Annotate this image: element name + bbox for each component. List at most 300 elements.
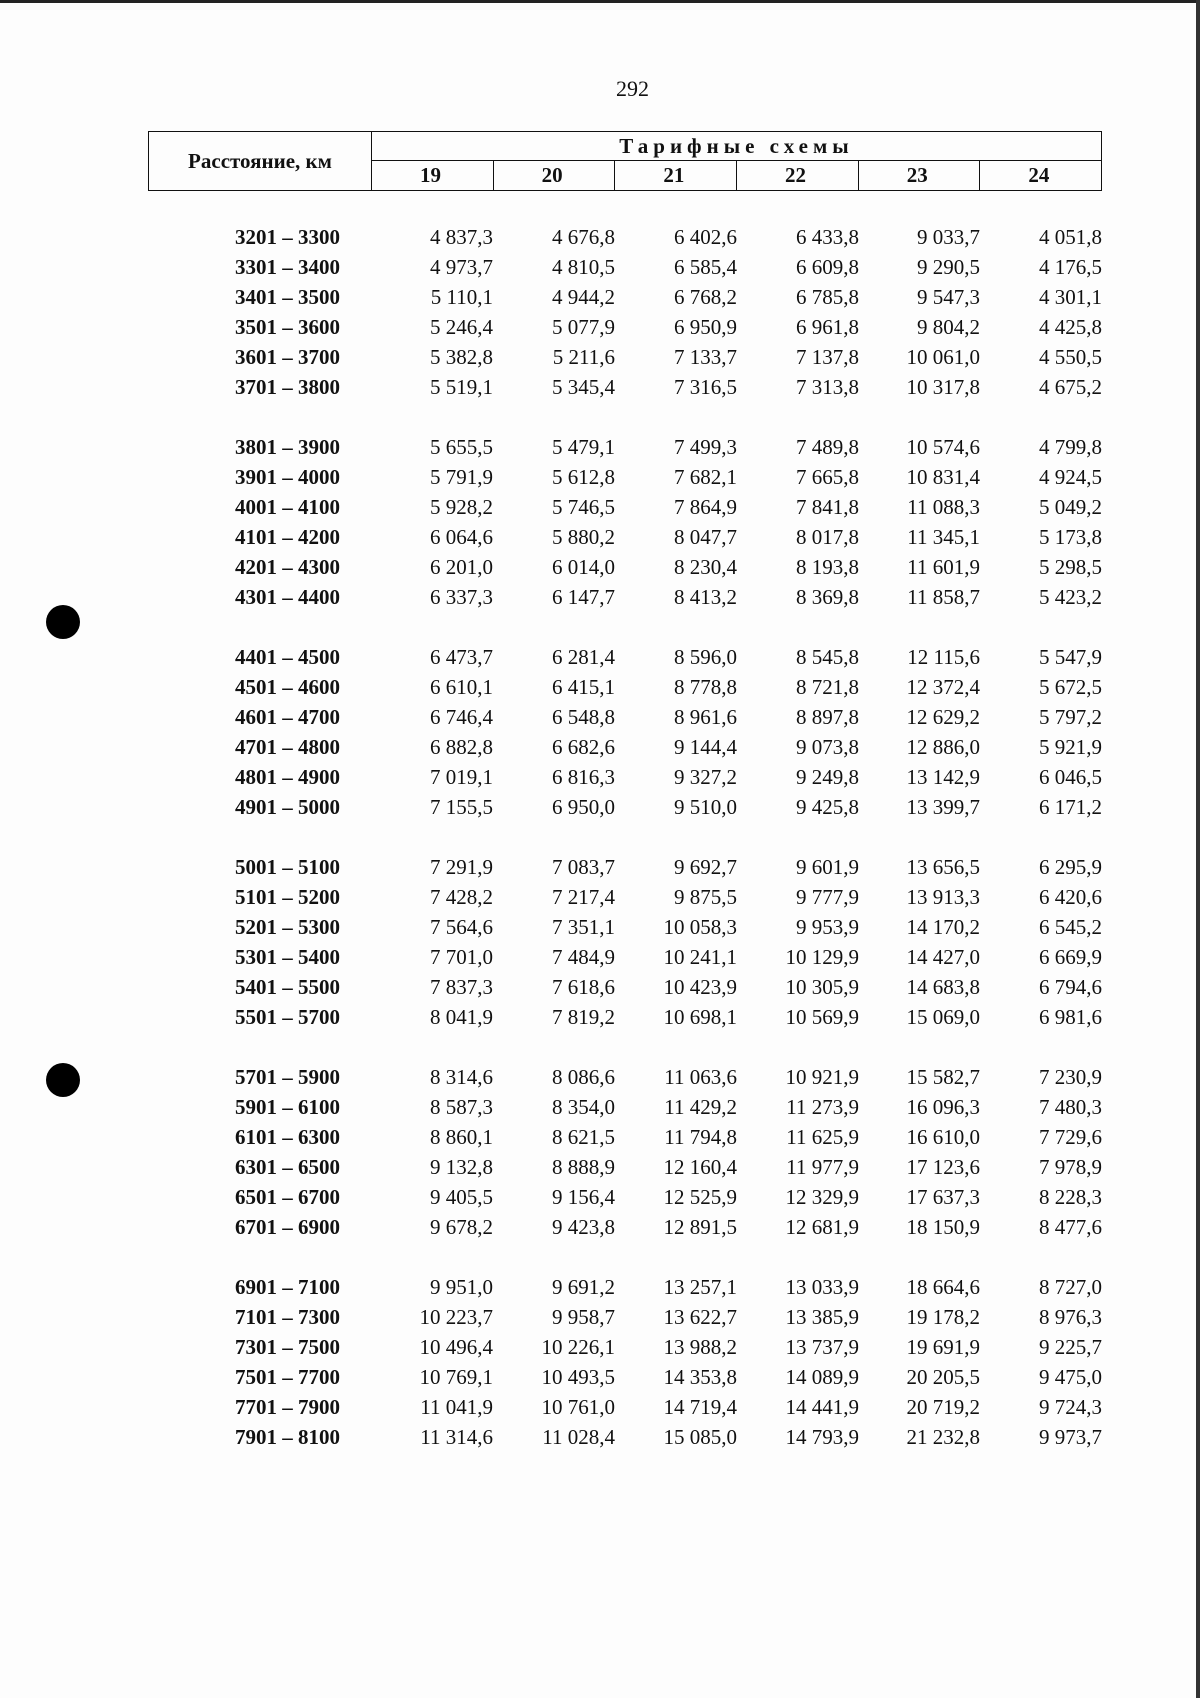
tariff-value: 7 316,5: [674, 375, 737, 399]
tariff-value: 10 831,4: [906, 465, 980, 489]
table-row: [0, 312, 1200, 342]
tariff-value: 9 804,2: [917, 315, 980, 339]
tariff-value: 19 691,9: [906, 1335, 980, 1359]
tariff-value: 4 550,5: [1039, 345, 1102, 369]
table-row: [0, 912, 1200, 942]
tariff-value: 5 049,2: [1039, 495, 1102, 519]
distance-range: 4101 – 4200: [235, 525, 340, 549]
tariff-value: 7 837,3: [430, 975, 493, 999]
tariff-value: 6 794,6: [1039, 975, 1102, 999]
distance-range: 4201 – 4300: [235, 555, 340, 579]
tariff-value: 7 841,8: [796, 495, 859, 519]
tariff-value: 11 977,9: [786, 1155, 859, 1179]
distance-range: 5701 – 5900: [235, 1065, 340, 1089]
tariff-value: 9 953,9: [796, 915, 859, 939]
table-row: [0, 942, 1200, 972]
tariff-value: 6 014,0: [552, 555, 615, 579]
tariff-value: 5 547,9: [1039, 645, 1102, 669]
tariff-value: 10 921,9: [785, 1065, 859, 1089]
tariff-value: 4 425,8: [1039, 315, 1102, 339]
table-row: [0, 1122, 1200, 1152]
tariff-value: 9 475,0: [1039, 1365, 1102, 1389]
tariff-value: 10 423,9: [663, 975, 737, 999]
tariff-value: 10 698,1: [663, 1005, 737, 1029]
table-row: [0, 372, 1200, 402]
tariff-value: 6 746,4: [430, 705, 493, 729]
scheme-column-header: 19: [372, 161, 494, 190]
tariff-value: 4 301,1: [1039, 285, 1102, 309]
tariff-value: 7 019,1: [430, 765, 493, 789]
distance-range: 3801 – 3900: [235, 435, 340, 459]
tariff-value: 6 201,0: [430, 555, 493, 579]
table-row: [0, 1332, 1200, 1362]
tariff-value: 12 886,0: [906, 735, 980, 759]
tariff-value: 9 073,8: [796, 735, 859, 759]
tariff-value: 9 973,7: [1039, 1425, 1102, 1449]
tariff-value: 6 882,8: [430, 735, 493, 759]
distance-range: 4501 – 4600: [235, 675, 340, 699]
table-row: [0, 1392, 1200, 1422]
tariff-value: 9 249,8: [796, 765, 859, 789]
tariff-value: 6 961,8: [796, 315, 859, 339]
tariff-value: 8 354,0: [552, 1095, 615, 1119]
tariff-value: 6 337,3: [430, 585, 493, 609]
tariff-value: 14 089,9: [785, 1365, 859, 1389]
tariff-value: 5 077,9: [552, 315, 615, 339]
tariff-value: 12 160,4: [663, 1155, 737, 1179]
distance-range: 4901 – 5000: [235, 795, 340, 819]
page-number: 292: [616, 76, 649, 101]
table-row: [0, 282, 1200, 312]
tariff-value: 8 778,8: [674, 675, 737, 699]
tariff-value: 8 721,8: [796, 675, 859, 699]
tariff-value: 12 891,5: [663, 1215, 737, 1239]
table-row: [0, 492, 1200, 522]
table-row: [0, 522, 1200, 552]
tariff-value: 8 047,7: [674, 525, 737, 549]
tariff-value: 13 033,9: [785, 1275, 859, 1299]
distance-range: 5401 – 5500: [235, 975, 340, 999]
tariff-value: 9 225,7: [1039, 1335, 1102, 1359]
distance-range: 5501 – 5700: [235, 1005, 340, 1029]
distance-range: 7701 – 7900: [235, 1395, 340, 1419]
distance-range: 7501 – 7700: [235, 1365, 340, 1389]
tariff-value: 7 564,6: [430, 915, 493, 939]
tariff-value: 4 675,2: [1039, 375, 1102, 399]
tariff-value: 8 976,3: [1039, 1305, 1102, 1329]
tariff-value: 4 176,5: [1039, 255, 1102, 279]
distance-range: 3401 – 3500: [235, 285, 340, 309]
tariff-value: 8 314,6: [430, 1065, 493, 1089]
distance-range: 5201 – 5300: [235, 915, 340, 939]
tariff-value: 4 799,8: [1039, 435, 1102, 459]
tariff-value: 20 205,5: [906, 1365, 980, 1389]
tariff-value: 13 988,2: [663, 1335, 737, 1359]
tariff-value: 5 298,5: [1039, 555, 1102, 579]
tariff-value: 11 429,2: [664, 1095, 737, 1119]
tariff-value: 16 610,0: [906, 1125, 980, 1149]
tariff-value: 11 794,8: [664, 1125, 737, 1149]
tariff-value: 7 133,7: [674, 345, 737, 369]
tariff-value: 9 958,7: [552, 1305, 615, 1329]
tariff-value: 5 880,2: [552, 525, 615, 549]
tariff-value: 12 525,9: [663, 1185, 737, 1209]
tariff-value: 10 305,9: [785, 975, 859, 999]
tariff-value: 6 950,0: [552, 795, 615, 819]
tariff-value: 11 601,9: [907, 555, 980, 579]
distance-range: 4801 – 4900: [235, 765, 340, 789]
distance-range: 4301 – 4400: [235, 585, 340, 609]
tariff-value: 7 701,0: [430, 945, 493, 969]
tariff-value: 10 061,0: [906, 345, 980, 369]
tariff-value: 17 123,6: [906, 1155, 980, 1179]
tariff-value: 4 051,8: [1039, 225, 1102, 249]
tariff-value: 6 171,2: [1039, 795, 1102, 819]
tariff-value: 8 897,8: [796, 705, 859, 729]
table-row: [0, 732, 1200, 762]
table-row: [0, 972, 1200, 1002]
tariff-value: 16 096,3: [906, 1095, 980, 1119]
tariff-value: 8 596,0: [674, 645, 737, 669]
tariff-value: 9 777,9: [796, 885, 859, 909]
scheme-column-header: 22: [737, 161, 859, 190]
tariff-value: 5 479,1: [552, 435, 615, 459]
tariff-value: 11 314,6: [420, 1425, 493, 1449]
tariff-value: 6 046,5: [1039, 765, 1102, 789]
tariff-value: 7 729,6: [1039, 1125, 1102, 1149]
tariff-value: 10 223,7: [419, 1305, 493, 1329]
tariff-value: 6 147,7: [552, 585, 615, 609]
table-row: [0, 882, 1200, 912]
tariff-value: 7 682,1: [674, 465, 737, 489]
tariff-value: 10 493,5: [541, 1365, 615, 1389]
distance-range: 7101 – 7300: [235, 1305, 340, 1329]
distance-range: 4001 – 4100: [235, 495, 340, 519]
tariff-value: 9 405,5: [430, 1185, 493, 1209]
table-row: [0, 1092, 1200, 1122]
tariff-value: 7 864,9: [674, 495, 737, 519]
tariff-value: 5 110,1: [430, 285, 493, 309]
tariff-value: 8 961,6: [674, 705, 737, 729]
distance-range: 5001 – 5100: [235, 855, 340, 879]
distance-range: 3701 – 3800: [235, 375, 340, 399]
distance-range: 6101 – 6300: [235, 1125, 340, 1149]
tariff-value: 10 574,6: [906, 435, 980, 459]
tariff-value: 6 785,8: [796, 285, 859, 309]
tariff-value: 18 664,6: [906, 1275, 980, 1299]
tariff-value: 14 427,0: [906, 945, 980, 969]
tariff-value: 7 428,2: [430, 885, 493, 909]
tariff-value: 8 369,8: [796, 585, 859, 609]
scan-edge-top: [0, 0, 1200, 3]
distance-range: 5301 – 5400: [235, 945, 340, 969]
tariff-value: 8 230,4: [674, 555, 737, 579]
table-row: [0, 432, 1200, 462]
tariff-value: 8 017,8: [796, 525, 859, 549]
tariff-value: 9 678,2: [430, 1215, 493, 1239]
tariff-value: 13 656,5: [906, 855, 980, 879]
tariff-value: 6 415,1: [552, 675, 615, 699]
tariff-value: 6 295,9: [1039, 855, 1102, 879]
scheme-column-header: 24: [1028, 163, 1050, 187]
tariff-value: 6 609,8: [796, 255, 859, 279]
tariff-value: 5 246,4: [430, 315, 493, 339]
tariff-value: 9 156,4: [552, 1185, 615, 1209]
tariff-schemes-header: Тарифные схемы: [372, 132, 1101, 161]
tariff-value: 15 582,7: [906, 1065, 980, 1089]
tariff-value: 11 625,9: [786, 1125, 859, 1149]
tariff-value: 9 951,0: [430, 1275, 493, 1299]
tariff-value: 9 547,3: [917, 285, 980, 309]
tariff-value: 6 682,6: [552, 735, 615, 759]
tariff-value: 14 170,2: [906, 915, 980, 939]
tariff-value: 4 810,5: [552, 255, 615, 279]
distance-range: 4701 – 4800: [235, 735, 340, 759]
tariff-value: 6 981,6: [1039, 1005, 1102, 1029]
tariff-value: 9 327,2: [674, 765, 737, 789]
scheme-column-header: 23: [859, 161, 981, 190]
table-row: [0, 702, 1200, 732]
tariff-value: 6 402,6: [674, 225, 737, 249]
tariff-value: 5 672,5: [1039, 675, 1102, 699]
tariff-value: 7 313,8: [796, 375, 859, 399]
tariff-value: 10 496,4: [419, 1335, 493, 1359]
distance-range: 4601 – 4700: [235, 705, 340, 729]
tariff-value: 14 683,8: [906, 975, 980, 999]
tariff-value: 5 382,8: [430, 345, 493, 369]
table-row: [0, 1272, 1200, 1302]
tariff-value: 12 329,9: [785, 1185, 859, 1209]
distance-range: 6701 – 6900: [235, 1215, 340, 1239]
scheme-column-header: 20: [494, 161, 616, 190]
tariff-value: 18 150,9: [906, 1215, 980, 1239]
distance-range: 3501 – 3600: [235, 315, 340, 339]
tariff-value: 4 973,7: [430, 255, 493, 279]
distance-range: 3301 – 3400: [235, 255, 340, 279]
tariff-value: 13 142,9: [906, 765, 980, 789]
table-row: [0, 642, 1200, 672]
tariff-value: 5 746,5: [552, 495, 615, 519]
table-row: [0, 1212, 1200, 1242]
tariff-value: 13 913,3: [906, 885, 980, 909]
tariff-value: 4 676,8: [552, 225, 615, 249]
table-row: [0, 252, 1200, 282]
tariff-value: 8 193,8: [796, 555, 859, 579]
tariff-value: 10 769,1: [419, 1365, 493, 1389]
tariff-value: 7 137,8: [796, 345, 859, 369]
tariff-value: 7 978,9: [1039, 1155, 1102, 1179]
tariff-value: 9 601,9: [796, 855, 859, 879]
tariff-value: 13 737,9: [785, 1335, 859, 1359]
distance-range: 6501 – 6700: [235, 1185, 340, 1209]
distance-range: 3901 – 4000: [235, 465, 340, 489]
tariff-value: 7 665,8: [796, 465, 859, 489]
table-row: [0, 462, 1200, 492]
tariff-value: 10 761,0: [541, 1395, 615, 1419]
table-row: [0, 1002, 1200, 1032]
tariff-value: 9 692,7: [674, 855, 737, 879]
tariff-value: 10 241,1: [663, 945, 737, 969]
tariff-value: 6 545,2: [1039, 915, 1102, 939]
tariff-value: 6 816,3: [552, 765, 615, 789]
table-header: [148, 131, 1102, 191]
tariff-value: 17 637,3: [906, 1185, 980, 1209]
tariff-value: 8 228,3: [1039, 1185, 1102, 1209]
tariff-value: 11 858,7: [907, 585, 980, 609]
tariff-value: 19 178,2: [906, 1305, 980, 1329]
tariff-value: 8 727,0: [1039, 1275, 1102, 1299]
table-row: [0, 762, 1200, 792]
tariff-value: 4 944,2: [552, 285, 615, 309]
tariff-value: 6 768,2: [674, 285, 737, 309]
tariff-value: 10 058,3: [663, 915, 737, 939]
tariff-value: 9 425,8: [796, 795, 859, 819]
tariff-value: 12 115,6: [907, 645, 980, 669]
table-row: [0, 1152, 1200, 1182]
table-row: [0, 342, 1200, 372]
tariff-value: 13 622,7: [663, 1305, 737, 1329]
tariff-value: 5 928,2: [430, 495, 493, 519]
tariff-value: 9 724,3: [1039, 1395, 1102, 1419]
tariff-value: 5 423,2: [1039, 585, 1102, 609]
tariff-value: 8 041,9: [430, 1005, 493, 1029]
tariff-value: 10 226,1: [541, 1335, 615, 1359]
tariff-value: 12 629,2: [906, 705, 980, 729]
tariff-value: 15 085,0: [663, 1425, 737, 1449]
tariff-value: 8 860,1: [430, 1125, 493, 1149]
tariff-value: 11 273,9: [786, 1095, 859, 1119]
tariff-value: 14 793,9: [785, 1425, 859, 1449]
tariff-value: 8 888,9: [552, 1155, 615, 1179]
tariff-value: 6 610,1: [430, 675, 493, 699]
tariff-value: 10 129,9: [785, 945, 859, 969]
tariff-value: 7 155,5: [430, 795, 493, 819]
tariff-value: 7 618,6: [552, 975, 615, 999]
table-row: [0, 1062, 1200, 1092]
distance-range: 5901 – 6100: [235, 1095, 340, 1119]
tariff-value: 7 230,9: [1039, 1065, 1102, 1089]
tariff-value: 9 423,8: [552, 1215, 615, 1239]
tariff-value: 15 069,0: [906, 1005, 980, 1029]
tariff-value: 7 083,7: [552, 855, 615, 879]
scheme-column-headers: [372, 161, 1101, 190]
tariff-value: 8 545,8: [796, 645, 859, 669]
distance-range: 3201 – 3300: [235, 225, 340, 249]
tariff-value: 6 950,9: [674, 315, 737, 339]
tariff-value: 6 585,4: [674, 255, 737, 279]
distance-column-header: Расстояние, км: [149, 132, 372, 190]
tariff-value: 8 086,6: [552, 1065, 615, 1089]
tariff-value: 7 480,3: [1039, 1095, 1102, 1119]
tariff-value: 5 612,8: [552, 465, 615, 489]
tariff-value: 11 041,9: [420, 1395, 493, 1419]
table-row: [0, 1182, 1200, 1212]
tariff-value: 9 510,0: [674, 795, 737, 819]
tariff-value: 5 519,1: [430, 375, 493, 399]
table-row: [0, 1422, 1200, 1452]
tariff-value: 9 691,2: [552, 1275, 615, 1299]
tariff-value: 4 837,3: [430, 225, 493, 249]
distance-range: 6301 – 6500: [235, 1155, 340, 1179]
tariff-value: 13 385,9: [785, 1305, 859, 1329]
scheme-column-header: 21: [615, 161, 737, 190]
tariff-value: 7 351,1: [552, 915, 615, 939]
tariff-value: 14 719,4: [663, 1395, 737, 1419]
tariff-value: 9 144,4: [674, 735, 737, 759]
distance-range: 4401 – 4500: [235, 645, 340, 669]
tariff-value: 13 399,7: [906, 795, 980, 819]
distance-range: 5101 – 5200: [235, 885, 340, 909]
tariff-value: 12 681,9: [785, 1215, 859, 1239]
tariff-value: 21 232,8: [906, 1425, 980, 1449]
table-row: [0, 1302, 1200, 1332]
tariff-value: 8 587,3: [430, 1095, 493, 1119]
table-row: [0, 852, 1200, 882]
tariff-value: 5 345,4: [552, 375, 615, 399]
tariff-value: 6 669,9: [1039, 945, 1102, 969]
tariff-value: 7 484,9: [552, 945, 615, 969]
tariff-value: 10 317,8: [906, 375, 980, 399]
tariff-value: 5 921,9: [1039, 735, 1102, 759]
tariff-value: 11 088,3: [907, 495, 980, 519]
tariff-value: 7 819,2: [552, 1005, 615, 1029]
tariff-value: 8 413,2: [674, 585, 737, 609]
table-row: [0, 672, 1200, 702]
distance-range: 7301 – 7500: [235, 1335, 340, 1359]
table-row: [0, 582, 1200, 612]
distance-range: 6901 – 7100: [235, 1275, 340, 1299]
tariff-value: 10 569,9: [785, 1005, 859, 1029]
tariff-value: 9 290,5: [917, 255, 980, 279]
tariff-value: 8 621,5: [552, 1125, 615, 1149]
tariff-value: 7 217,4: [552, 885, 615, 909]
tariff-value: 6 433,8: [796, 225, 859, 249]
tariff-value: 6 548,8: [552, 705, 615, 729]
tariff-value: 5 211,6: [552, 345, 615, 369]
tariff-value: 7 499,3: [674, 435, 737, 459]
tariff-value: 11 063,6: [664, 1065, 737, 1089]
tariff-value: 6 473,7: [430, 645, 493, 669]
tariff-value: 14 353,8: [663, 1365, 737, 1389]
tariff-value: 9 132,8: [430, 1155, 493, 1179]
table-row: [0, 1362, 1200, 1392]
tariff-value: 7 291,9: [430, 855, 493, 879]
tariff-value: 13 257,1: [663, 1275, 737, 1299]
tariff-value: 14 441,9: [785, 1395, 859, 1419]
tariff-value: 6 281,4: [552, 645, 615, 669]
tariff-value: 11 345,1: [907, 525, 980, 549]
tariff-value: 9 875,5: [674, 885, 737, 909]
table-row: [0, 222, 1200, 252]
tariff-value: 5 797,2: [1039, 705, 1102, 729]
tariff-value: 20 719,2: [906, 1395, 980, 1419]
distance-range: 3601 – 3700: [235, 345, 340, 369]
tariff-value: 7 489,8: [796, 435, 859, 459]
tariff-value: 5 791,9: [430, 465, 493, 489]
tariff-value: 11 028,4: [542, 1425, 615, 1449]
tariff-value: 9 033,7: [917, 225, 980, 249]
tariff-value: 8 477,6: [1039, 1215, 1102, 1239]
tariff-value: 5 655,5: [430, 435, 493, 459]
table-row: [0, 792, 1200, 822]
table-row: [0, 552, 1200, 582]
tariff-value: 6 420,6: [1039, 885, 1102, 909]
tariff-value: 4 924,5: [1039, 465, 1102, 489]
tariff-value: 12 372,4: [906, 675, 980, 699]
distance-range: 7901 – 8100: [235, 1425, 340, 1449]
tariff-value: 5 173,8: [1039, 525, 1102, 549]
tariff-value: 6 064,6: [430, 525, 493, 549]
